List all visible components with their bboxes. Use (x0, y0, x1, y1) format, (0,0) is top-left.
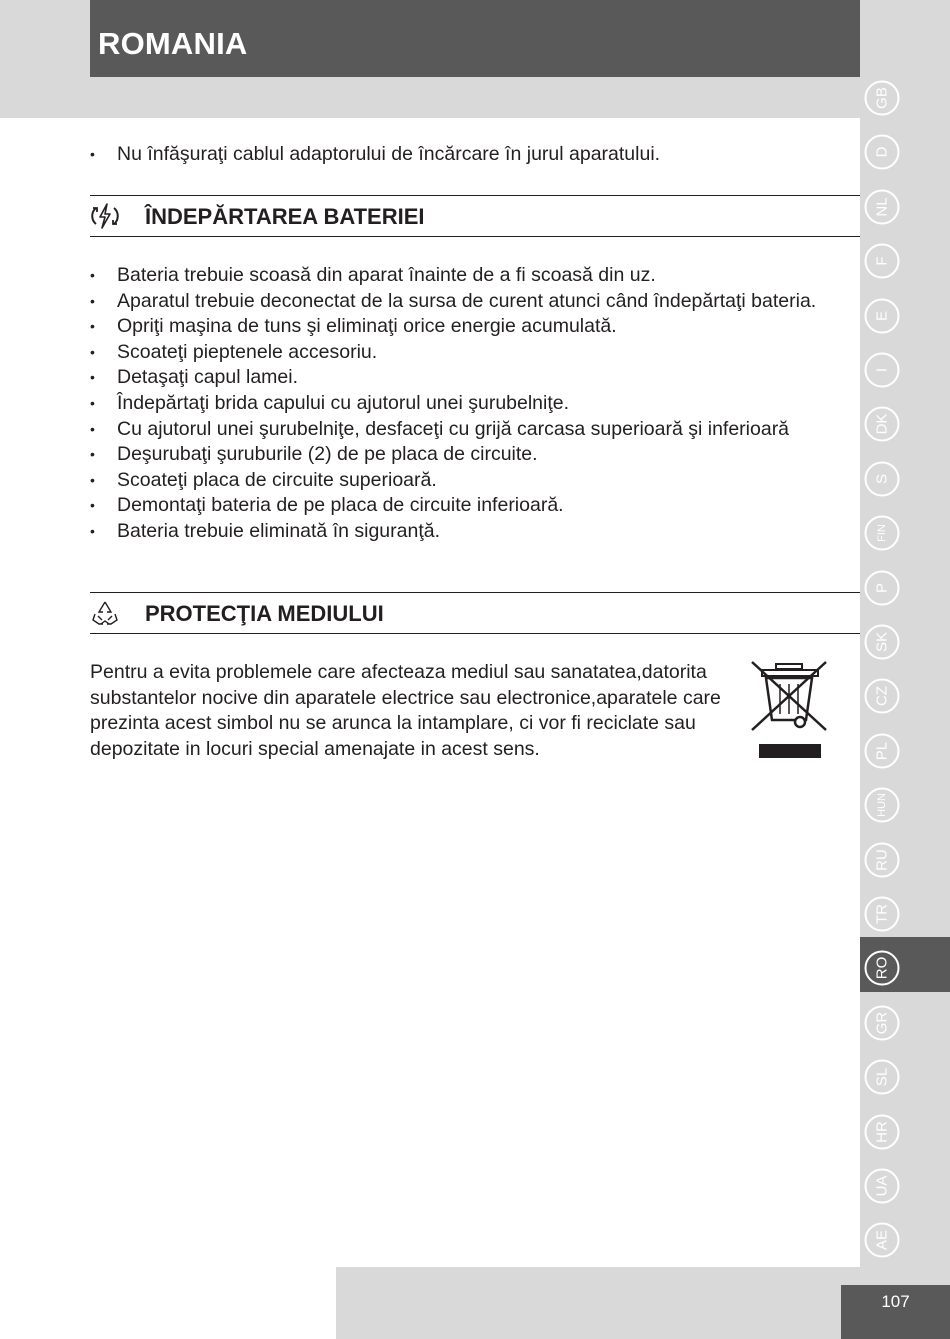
language-tab-tr[interactable] (863, 895, 901, 933)
battery-removal-icon (90, 202, 120, 230)
list-item: • Bateria trebuie eliminată în siguranţă. (90, 519, 816, 545)
language-tab-p[interactable] (863, 569, 901, 607)
language-tab-ru[interactable] (863, 841, 901, 879)
list-item: • Demontaţi bateria de pe placa de circuite inferioară. (90, 493, 816, 519)
language-tab-hr[interactable] (863, 1113, 901, 1151)
language-tab-d[interactable] (863, 133, 901, 171)
language-tab-label: CZ (873, 686, 891, 707)
language-tab-sk[interactable] (863, 623, 901, 661)
language-tab-ro[interactable] (863, 949, 901, 987)
list-item: • Scoateţi pieptenele accesoriu. (90, 340, 816, 366)
list-item: • Îndepărtaţi brida capului cu ajutorul unei şurubelniţe. (90, 391, 816, 417)
section-title-battery: ÎNDEPĂRTAREA BATERIEI (145, 204, 425, 229)
intro-list (90, 142, 660, 168)
language-tab-label: F (873, 256, 891, 266)
environment-paragraph: Pentru a evita problemele care afecteaza mediul sau sanatatea,datorita substantelor nocive din aparatele electrice sau electronice,aparatele care prezinta acest simbol nu se arunca la intamplare, ci vor fi reciclate sau depozitate in locuri special amenajate in acest sens. (90, 661, 721, 760)
language-tab-ua[interactable] (863, 1167, 901, 1205)
list-item: • Deşurubaţi şuruburile (2) de pe placa de circuite. (90, 442, 816, 468)
language-tab-cz[interactable] (863, 677, 901, 715)
language-tab-label: DK (873, 413, 891, 435)
language-tab-dk[interactable] (863, 405, 901, 443)
list-item: • Scoateţi placa de circuite superioară. (90, 468, 816, 494)
language-tab-label: E (873, 310, 891, 321)
language-tab-s[interactable] (863, 460, 901, 498)
list-item: • Bateria trebuie scoasă din aparat înainte de a fi scoasă din uz. (90, 263, 816, 289)
crossed-out-wheelie-bin-icon (748, 658, 830, 764)
language-tab-label: D (873, 146, 891, 158)
language-tab-label: TR (873, 904, 891, 924)
language-tab-ae[interactable] (863, 1221, 901, 1259)
list-item: • Aparatul trebuie deconectat de la sursa de curent atunci când îndepărtaţi bateria. (90, 289, 816, 315)
language-tab-hun[interactable] (863, 786, 901, 824)
language-tab-label: HUN (876, 793, 888, 818)
language-tab-pl[interactable] (863, 732, 901, 770)
list-item: • Nu înfăşuraţi cablul adaptorului de încărcare în jurul aparatului. (90, 142, 660, 168)
language-tab-label: I (873, 367, 891, 373)
list-item: • Detaşaţi capul lamei. (90, 365, 816, 391)
language-tab-e[interactable] (863, 297, 901, 335)
battery-steps-list (90, 263, 816, 545)
language-tab-label: RO (873, 957, 891, 980)
recycle-icon (90, 599, 120, 627)
language-tab-label: GB (873, 87, 891, 109)
language-tab-label: HR (873, 1120, 891, 1143)
section-header-environment (90, 592, 860, 634)
language-tab-label: P (873, 582, 891, 593)
language-tab-label: UA (873, 1175, 891, 1197)
language-tab-label: FIN (876, 524, 888, 543)
language-tab-sl[interactable] (863, 1058, 901, 1096)
language-tab-gr[interactable] (863, 1004, 901, 1042)
language-tab-label: SK (873, 631, 891, 653)
section-title-environment: PROTECŢIA MEDIULUI (145, 601, 384, 626)
language-tab-label: PL (873, 741, 891, 760)
language-tab-label: AE (873, 1230, 891, 1251)
language-tab-i[interactable] (863, 351, 901, 389)
language-tab-nl[interactable] (863, 188, 901, 226)
language-tab-label: RU (873, 848, 891, 871)
language-tab-label: NL (873, 197, 891, 217)
page-title: ROMANIA (98, 26, 248, 61)
section-header-battery (90, 195, 860, 237)
language-tab-gb[interactable] (863, 79, 901, 117)
language-tab-fin[interactable] (863, 514, 901, 552)
list-item: • Opriţi maşina de tuns şi eliminaţi orice energie acumulată. (90, 314, 816, 340)
language-tab-label: S (873, 473, 891, 484)
language-tab-f[interactable] (863, 242, 901, 280)
list-item: • Cu ajutorul unei şurubelniţe, desfaceţi cu grijă carcasa superioară şi inferioară (90, 417, 816, 443)
language-tab-label: SL (873, 1068, 891, 1087)
page-number: 107 (881, 1292, 910, 1311)
language-tab-label: GR (873, 1011, 891, 1035)
